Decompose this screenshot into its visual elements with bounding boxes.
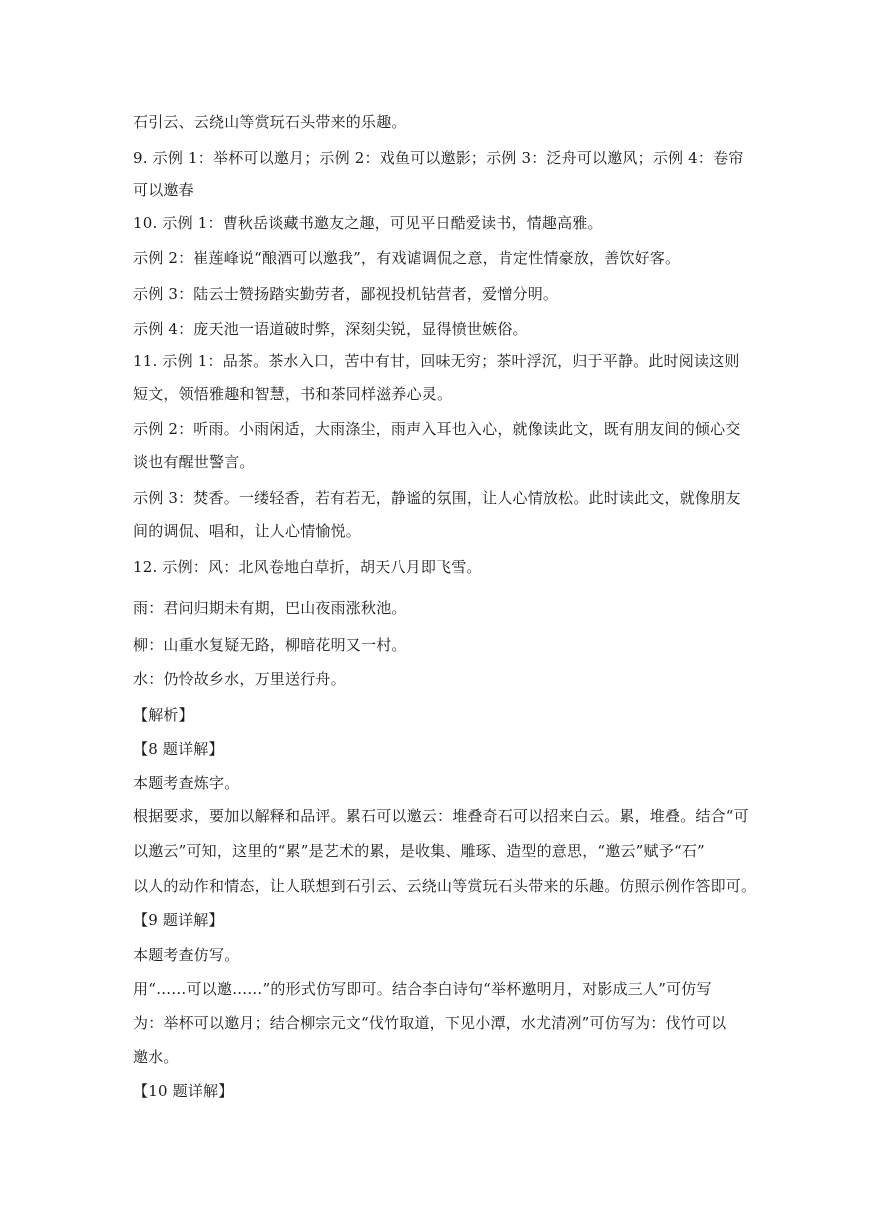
text-line: 示例 3：陆云士赞扬踏实勤劳者，鄙视投机钻营者，爱憎分明。 — [133, 285, 559, 303]
text-line: 本题考查炼字。 — [133, 774, 240, 792]
section-heading: 【10 题详解】 — [133, 1082, 234, 1100]
text-line: 用“……可以邀……”的形式仿写即可。结合李白诗句“举杯邀明月，对影成三人”可仿写 — [133, 980, 712, 998]
text-line: 石引云、云绕山等赏玩石头带来的乐趣。 — [133, 113, 407, 131]
text-line: 本题考查仿写。 — [133, 946, 240, 964]
text-line: 柳：山重水复疑无路，柳暗花明又一村。 — [133, 636, 407, 654]
text-line: 邀水。 — [133, 1048, 179, 1066]
text-line: 以人的动作和情态，让人联想到石引云、云绕山等赏玩石头带来的乐趣。仿照示例作答即可。 — [133, 877, 757, 895]
text-line: 12. 示例：风：北风卷地白草折，胡天八月即飞雪。 — [133, 558, 482, 576]
text-line: 以邀云”可知，这里的“累”是艺术的累，是收集、雕琢、造型的意思，“邀云”赋予“石” — [133, 842, 705, 860]
text-line: 示例 2：听雨。小雨闲适，大雨涤尘，雨声入耳也入心，就像读此文，既有朋友间的倾心交 — [133, 420, 741, 438]
text-line: 短文，领悟雅趣和智慧，书和茶同样滋养心灵。 — [133, 385, 453, 403]
text-line: 水：仍怜故乡水，万里送行舟。 — [133, 670, 346, 688]
section-heading: 【9 题详解】 — [133, 911, 224, 929]
text-line: 示例 2：崔莲峰说“酿酒可以邀我”，有戏谑调侃之意，肯定性情豪放，善饮好客。 — [133, 249, 681, 267]
section-heading: 【8 题详解】 — [133, 740, 224, 758]
text-line: 示例 3：焚香。一缕轻香，若有若无，静谧的氛围，让人心情放松。此时读此文，就像朋友 — [133, 489, 741, 507]
text-line: 为：举杯可以邀月；结合柳宗元文“伐竹取道，下见小潭，水尤清冽”可仿写为：伐竹可以 — [133, 1014, 727, 1032]
section-heading: 【解析】 — [133, 706, 194, 724]
text-line: 11. 示例 1：品茶。茶水入口，苦中有甘，回味无穷；茶叶浮沉，归于平静。此时阅读这则 — [133, 352, 740, 370]
text-line: 9. 示例 1：举杯可以邀月；示例 2：戏鱼可以邀影；示例 3：泛舟可以邀风；示例 4：卷帘 — [133, 149, 744, 167]
text-line: 根据要求，要加以解释和品评。累石可以邀云：堆叠奇石可以招来白云。累，堆叠。结合“可 — [133, 807, 749, 825]
text-line: 间的调侃、唱和，让人心情愉悦。 — [133, 522, 362, 540]
text-line: 谈也有醒世警言。 — [133, 453, 255, 471]
text-line: 10. 示例 1：曹秋岳谈藏书邀友之趣，可见平日酷爱读书，情趣高雅。 — [133, 214, 603, 232]
text-line: 雨：君问归期未有期，巴山夜雨涨秋池。 — [133, 599, 407, 617]
text-line: 可以邀春 — [133, 181, 194, 199]
text-line: 示例 4：庞天池一语道破时弊，深刻尖锐，显得愤世嫉俗。 — [133, 320, 528, 338]
